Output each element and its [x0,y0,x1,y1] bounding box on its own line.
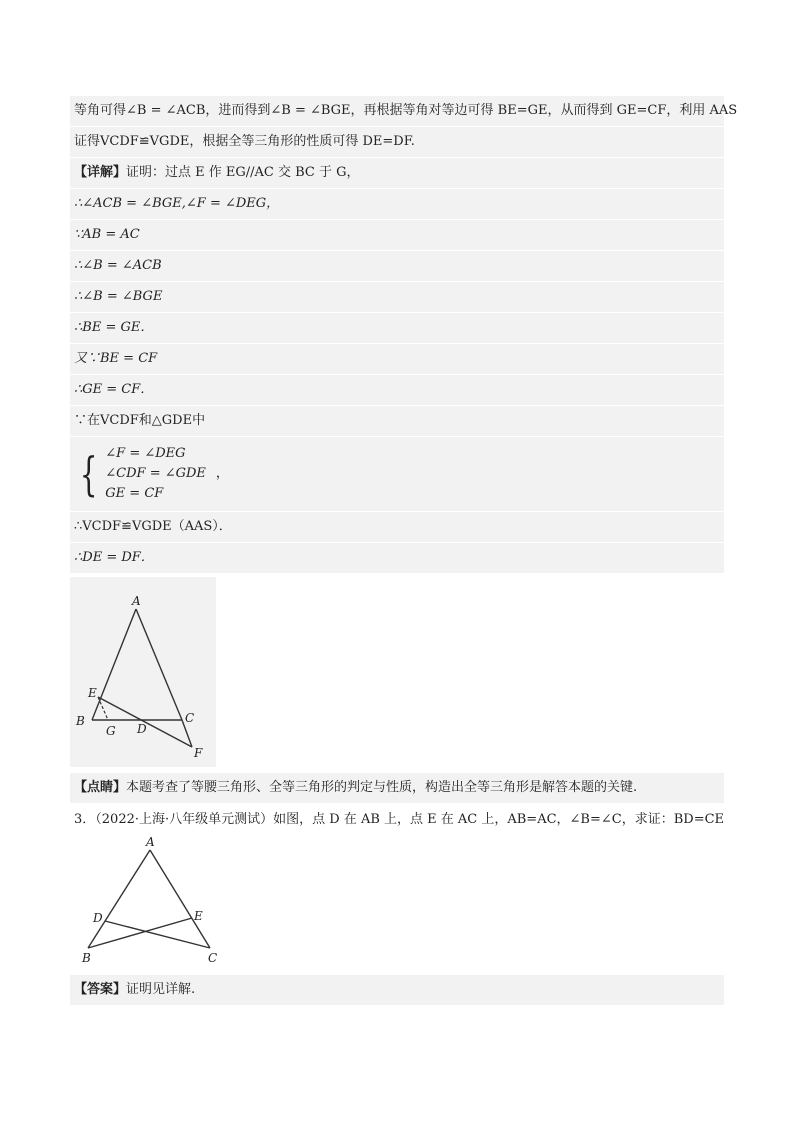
geometry-figure-1 [70,577,216,767]
comment-text: 本题考查了等腰三角形、全等三角形的判定与性质，构造出全等三角形是解答本题的关键. [126,780,638,795]
system-suffix: ， [215,466,229,481]
detail-label: 【详解】 [74,165,127,180]
proof-step-6: 又∵BE = CF [70,344,724,374]
fig2-label-a: A [146,836,155,849]
system-line-1: ∠F = ∠DEG [105,446,186,461]
fig2-label-b: B [82,951,91,965]
proof-step-3: ∴∠B = ∠ACB [70,251,724,281]
question-3-text: 3．（2022·上海·八年级单元测试）如图，点 D 在 AB 上，点 E 在 AC 上，AB=AC，∠B=∠C，求证：BD=CE [74,812,725,827]
system-line-3: GE = CF [105,486,164,501]
congruence-system [70,437,724,511]
proof-step-2: ∵AB = AC [70,220,724,250]
proof-step-8: ∵在VCDF和△GDE中 [70,406,724,436]
conclusion-2: ∴DE = DF． [70,543,724,573]
fig2-label-c: C [208,951,218,965]
proof-step-5: ∴BE = GE． [70,313,724,343]
system-line-2: ∠CDF = ∠GDE [105,466,206,481]
detail-first-line [70,158,724,188]
proof-step-1: ∴∠ACB = ∠BGE,∠F = ∠DEG， [70,189,724,219]
fig1-label-e: E [88,686,97,700]
document-body [70,96,738,1005]
proof-step-4: ∴∠B = ∠BGE [70,282,724,312]
conclusion-1: ∴VCDF≌VGDE（AAS）． [70,512,724,542]
geometry-figure-2 [76,836,226,971]
fig1-label-d: D [137,722,147,736]
comment-line [70,773,724,803]
fig2-label-d: D [93,911,103,925]
proof-step-7: ∴GE = CF． [70,375,724,405]
comment-label: 【点睛】 [74,780,127,795]
fig1-label-b: B [76,714,85,728]
brace-symbol: { [79,447,98,501]
fig1-label-g: G [106,724,116,738]
detail-first-text: 证明：过点 E 作 EG//AC 交 BC 于 G， [126,165,360,180]
fig1-label-a: A [132,594,141,608]
fig1-label-c: C [185,711,195,725]
intro-line-1: 等角可得∠B = ∠ACB，进而得到∠B = ∠BGE，再根据等角对等边可得 BE=GE，从而得到 GE=CF，利用 AAS [70,96,724,126]
answer-line [70,975,724,1005]
fig2-label-e: E [194,909,203,923]
answer-text: 证明见详解. [126,982,196,997]
intro-line-2: 证得VCDF≌VGDE，根据全等三角形的性质可得 DE=DF. [70,127,724,157]
fig1-label-f: F [194,746,203,760]
answer-label: 【答案】 [74,982,127,997]
